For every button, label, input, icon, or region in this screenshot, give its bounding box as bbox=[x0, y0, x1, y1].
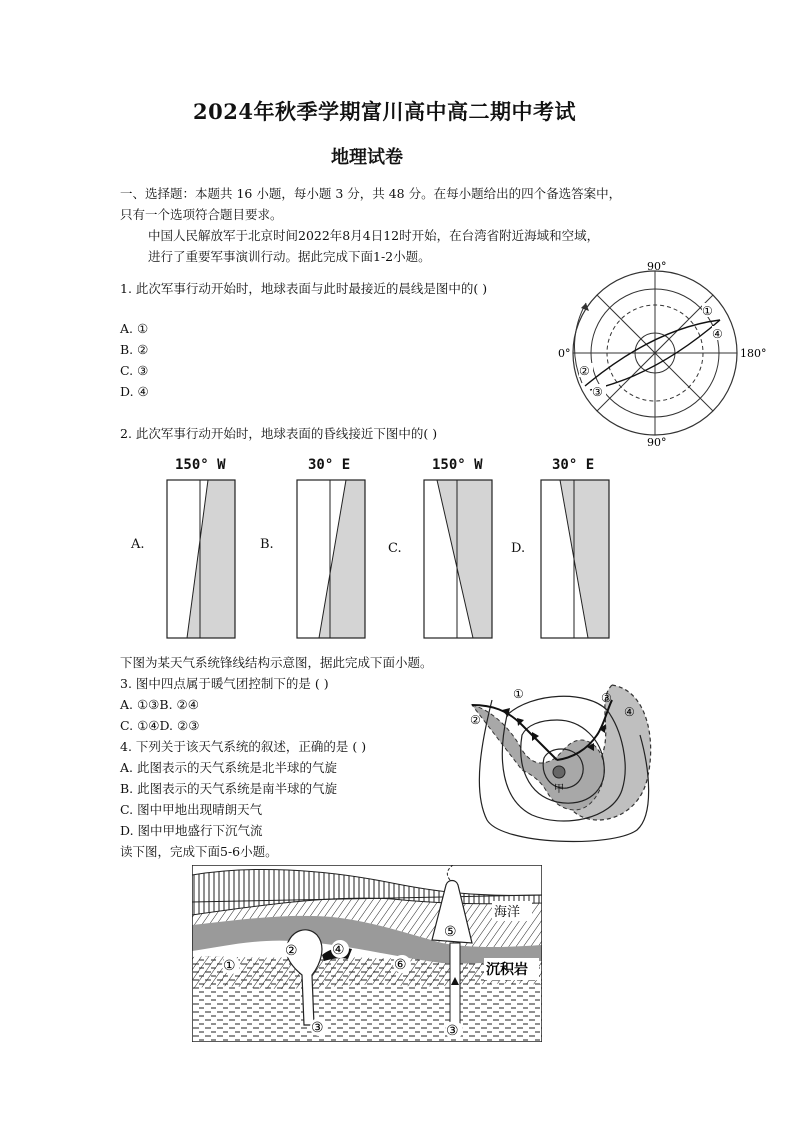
fig1-mark-1: ① bbox=[702, 304, 713, 318]
q1-option-c: C. ③ bbox=[120, 363, 149, 378]
q4-stem: 4. 下列关于该天气系统的叙述，正确的是 ( ) bbox=[120, 739, 367, 754]
panel-a-lon: 150° W bbox=[175, 457, 226, 473]
fig3-mark-4: ④ bbox=[624, 705, 635, 719]
fig1-label-top: 90° bbox=[647, 260, 667, 273]
q3-stem: 3. 图中四点属于暖气团控制下的是 ( ) bbox=[120, 676, 329, 691]
polar-diagram bbox=[552, 258, 772, 448]
front-diagram bbox=[462, 680, 662, 850]
panel-d-letter: D. bbox=[511, 541, 526, 556]
subject-title: 地理试卷 bbox=[331, 147, 403, 168]
panel-b-letter: B. bbox=[260, 537, 274, 552]
passage2-line-1: 下图为某天气系统锋线结构示意图，据此完成下面小题。 bbox=[120, 655, 433, 670]
passage1-line-2: 进行了重要军事演训行动。据此完成下面1-2小题。 bbox=[148, 249, 431, 264]
fig1-mark-4: ④ bbox=[712, 327, 723, 341]
fig4-mark-2: ② bbox=[285, 943, 298, 959]
instructions-line-1: 一、选择题：本题共 16 小题，每小题 3 分，共 48 分。在每小题给出的四个备选答案中， bbox=[120, 186, 622, 201]
exam-title: 2024年秋季学期富川高中高二期中考试 bbox=[193, 99, 576, 124]
q4-option-a: A. 此图表示的天气系统是北半球的气旋 bbox=[120, 760, 337, 775]
panel-c-letter: C. bbox=[388, 541, 402, 556]
fig1-label-bottom: 90° bbox=[647, 436, 667, 448]
passage1-line-1: 中国人民解放军于北京时间2022年8月4日12时开始，在台湾省附近海域和空域， bbox=[148, 228, 600, 243]
fig1-label-right: 180° bbox=[740, 347, 767, 360]
fig3-mark-3: ③ bbox=[601, 691, 612, 705]
panel-d-lon: 30° E bbox=[552, 457, 595, 473]
fig3-mark-1: ① bbox=[513, 687, 524, 701]
panel-b-diagram bbox=[296, 479, 366, 639]
q4-option-d: D. 图中甲地盛行下沉气流 bbox=[120, 823, 263, 838]
panel-a-letter: A. bbox=[131, 537, 145, 552]
fig4-mark-3b: ③ bbox=[446, 1023, 459, 1039]
q2-stem: 2. 此次军事行动开始时，地球表面的昏线接近下图中的( ) bbox=[120, 426, 438, 441]
q3-options-ab: A. ①③B. ②④ bbox=[120, 697, 199, 712]
fig4-sediment-label: 沉积岩 bbox=[486, 962, 528, 978]
fig1-mark-2: ② bbox=[579, 364, 590, 378]
fig4-mark-1: ① bbox=[223, 958, 236, 974]
q1-option-a: A. ① bbox=[120, 321, 149, 336]
fig4-mark-3a: ③ bbox=[311, 1020, 324, 1036]
fig1-label-left: 0° bbox=[558, 347, 571, 360]
panel-c-diagram bbox=[423, 479, 493, 639]
panel-c-lon: 150° W bbox=[432, 457, 483, 473]
panel-b-lon: 30° E bbox=[308, 457, 351, 473]
fig1-mark-3: ③ bbox=[592, 385, 603, 399]
q3-options-cd: C. ①④D. ②③ bbox=[120, 718, 200, 733]
fig3-center-label: 甲 bbox=[554, 784, 564, 795]
fig4-mark-4: ④ bbox=[332, 942, 345, 958]
q4-option-c: C. 图中甲地出现晴朗天气 bbox=[120, 802, 263, 817]
q1-option-d: D. ④ bbox=[120, 384, 149, 399]
fig4-mark-5: ⑤ bbox=[444, 924, 457, 940]
rock-cycle-diagram bbox=[192, 865, 542, 1042]
fig3-mark-2: ② bbox=[470, 713, 481, 727]
q1-stem: 1. 此次军事行动开始时，地球表面与此时最接近的晨线是图中的( ) bbox=[120, 281, 488, 296]
q1-option-b: B. ② bbox=[120, 342, 149, 357]
q4-option-b: B. 此图表示的天气系统是南半球的气旋 bbox=[120, 781, 338, 796]
panel-a-diagram bbox=[166, 479, 236, 639]
passage3-line-1: 读下图，完成下面5-6小题。 bbox=[120, 844, 278, 859]
fig4-ocean-label: 海洋 bbox=[494, 905, 521, 920]
panel-d-diagram bbox=[540, 479, 610, 639]
instructions-line-2: 只有一个选项符合题目要求。 bbox=[120, 207, 283, 222]
fig4-mark-6: ⑥ bbox=[394, 957, 407, 973]
